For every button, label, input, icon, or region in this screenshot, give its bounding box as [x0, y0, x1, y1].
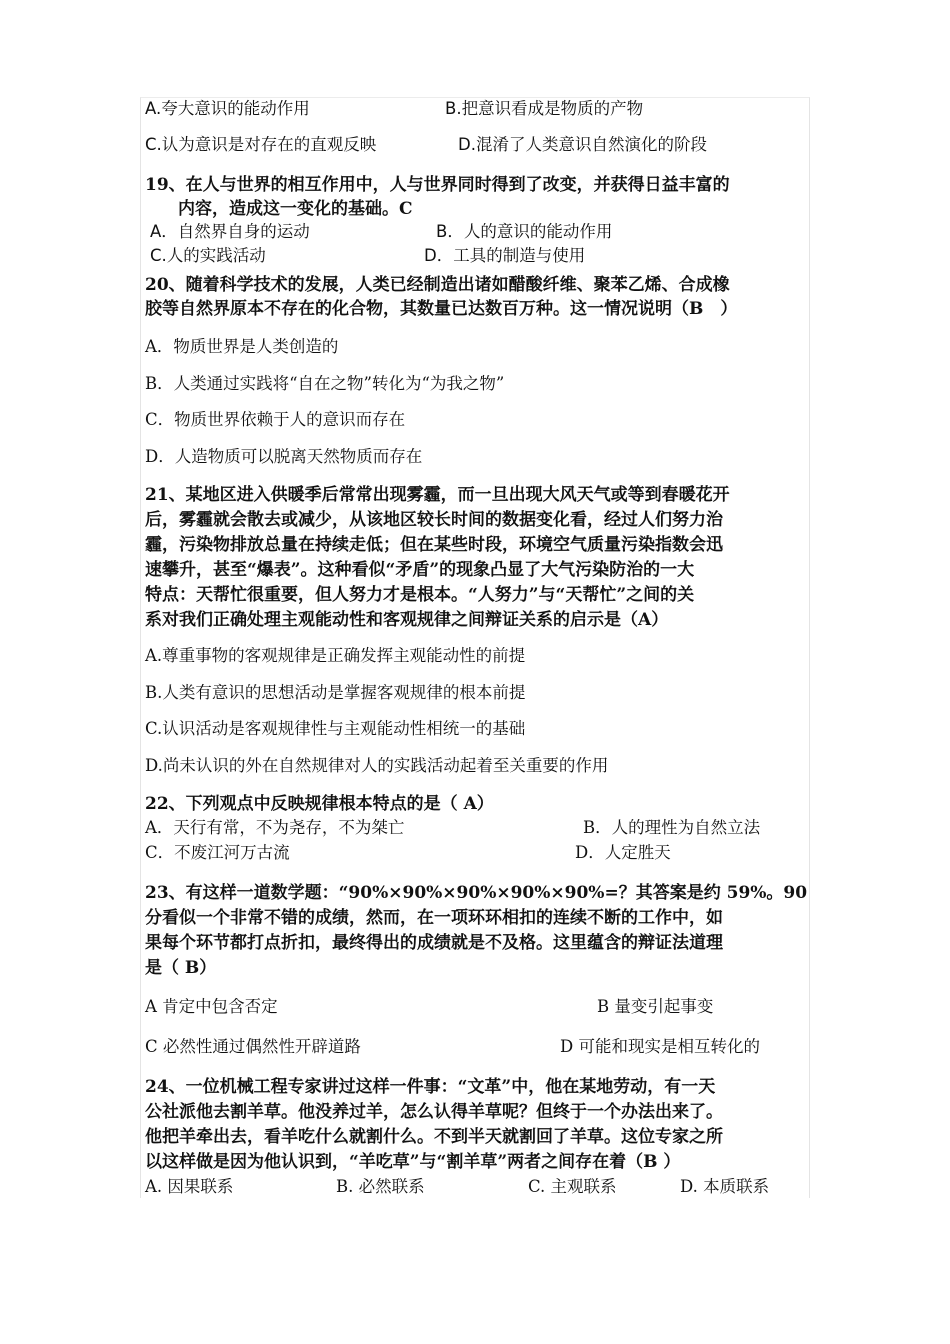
q22-option-d: D．人定胜天: [575, 843, 671, 862]
q20-stem-line-1: 20、随着科学技术的发展，人类已经制造出诸如醋酸纤维、聚苯乙烯、合成橡: [145, 275, 730, 295]
q20-option-d: D．人造物质可以脱离天然物质而存在: [145, 447, 423, 466]
q21-stem-line-6: 系对我们正确处理主观能动性和客观规律之间辩证关系的启示是（A）: [145, 610, 669, 630]
q19-option-a: A．自然界自身的运动: [150, 222, 310, 241]
q21-stem-line-4: 速攀升，甚至“爆表”。这种看似“矛盾”的现象凸显了大气污染防治的一大: [145, 560, 695, 580]
q20-option-a: A．物质世界是人类创造的: [145, 337, 339, 356]
q20-stem-line-2: 胶等自然界原本不存在的化合物，其数量已达数百万种。这一情况说明（B ）: [145, 299, 738, 319]
q24-option-a: A. 因果联系: [145, 1177, 234, 1196]
q21-stem-line-1: 21、某地区进入供暖季后常常出现雾霾，而一旦出现大风天气或等到春暖花开: [145, 485, 730, 505]
q22-option-c: C．不废江河万古流: [145, 843, 290, 862]
q19-stem-line-2: 内容，造成这一变化的基础。C: [178, 199, 413, 219]
q18-option-b: B.把意识看成是物质的产物: [445, 99, 644, 118]
q23-stem-line-1: 23、有这样一道数学题：“90%×90%×90%×90%×90%=？其答案是约 59%。90: [145, 883, 808, 903]
q21-stem-line-2: 后，雾霾就会散去或减少，从该地区较长时间的数据变化看，经过人们努力治: [145, 510, 723, 530]
q19-option-b: B．人的意识的能动作用: [436, 222, 613, 241]
q22-option-a: A．天行有常，不为尧存，不为桀亡: [145, 818, 405, 837]
q23-stem-line-2: 分看似一个非常不错的成绩，然而，在一项环环相扣的连续不断的工作中，如: [145, 908, 723, 928]
q21-option-c: C.认识活动是客观规律性与主观能动性相统一的基础: [145, 719, 526, 738]
q21-option-a: A.尊重事物的客观规律是正确发挥主观能动性的前提: [145, 646, 526, 665]
q19-stem-line-1: 19、在人与世界的相互作用中，人与世界同时得到了改变，并获得日益丰富的: [145, 175, 730, 195]
q23-stem-line-4: 是（ B）: [145, 958, 217, 978]
q24-option-c: C. 主观联系: [528, 1177, 617, 1196]
q24-stem-line-4: 以这样做是因为他认识到，“羊吃草”与“割羊草”两者之间存在着（B ）: [145, 1152, 681, 1172]
q23-option-c: C 必然性通过偶然性开辟道路: [145, 1037, 361, 1056]
q22-stem: 22、下列观点中反映规律根本特点的是（ A）: [145, 794, 494, 814]
q24-stem-line-3: 他把羊牵出去，看羊吃什么就割什么。不到半天就割回了羊草。这位专家之所: [145, 1127, 723, 1147]
q18-option-c: C.认为意识是对存在的直观反映: [145, 135, 377, 154]
q20-option-b: B．人类通过实践将“自在之物”转化为“为我之物”: [145, 374, 505, 393]
q23-option-b: B 量变引起事变: [597, 997, 714, 1016]
q18-option-d: D.混淆了人类意识自然演化的阶段: [458, 135, 707, 154]
q21-option-b: B.人类有意识的思想活动是掌握客观规律的根本前提: [145, 683, 526, 702]
q22-option-b: B．人的理性为自然立法: [583, 818, 761, 837]
q19-option-d: D．工具的制造与使用: [424, 246, 586, 265]
q24-option-b: B. 必然联系: [336, 1177, 425, 1196]
q21-option-d: D.尚未认识的外在自然规律对人的实践活动起着至关重要的作用: [145, 756, 609, 775]
q24-option-d: D. 本质联系: [680, 1177, 770, 1196]
q21-stem-line-5: 特点：天帮忙很重要，但人努力才是根本。“人努力”与“天帮忙”之间的关: [145, 585, 695, 605]
q20-option-c: C．物质世界依赖于人的意识而存在: [145, 410, 406, 429]
q23-option-d: D 可能和现实是相互转化的: [560, 1037, 760, 1056]
q24-stem-line-2: 公社派他去割羊草。他没养过羊，怎么认得羊草呢？但终于一个办法出来了。: [145, 1102, 723, 1122]
q24-stem-line-1: 24、一位机械工程专家讲过这样一件事：“文革”中，他在某地劳动，有一天: [145, 1077, 716, 1097]
q21-stem-line-3: 霾，污染物排放总量在持续走低；但在某些时段，环境空气质量污染指数会迅: [145, 535, 723, 555]
q23-stem-line-3: 果每个环节都打点折扣，最终得出的成绩就是不及格。这里蕴含的辩证法道理: [145, 933, 723, 953]
q19-option-c: C.人的实践活动: [150, 246, 266, 265]
q18-option-a: A.夸大意识的能动作用: [145, 99, 310, 118]
q23-option-a: A 肯定中包含否定: [145, 997, 278, 1016]
